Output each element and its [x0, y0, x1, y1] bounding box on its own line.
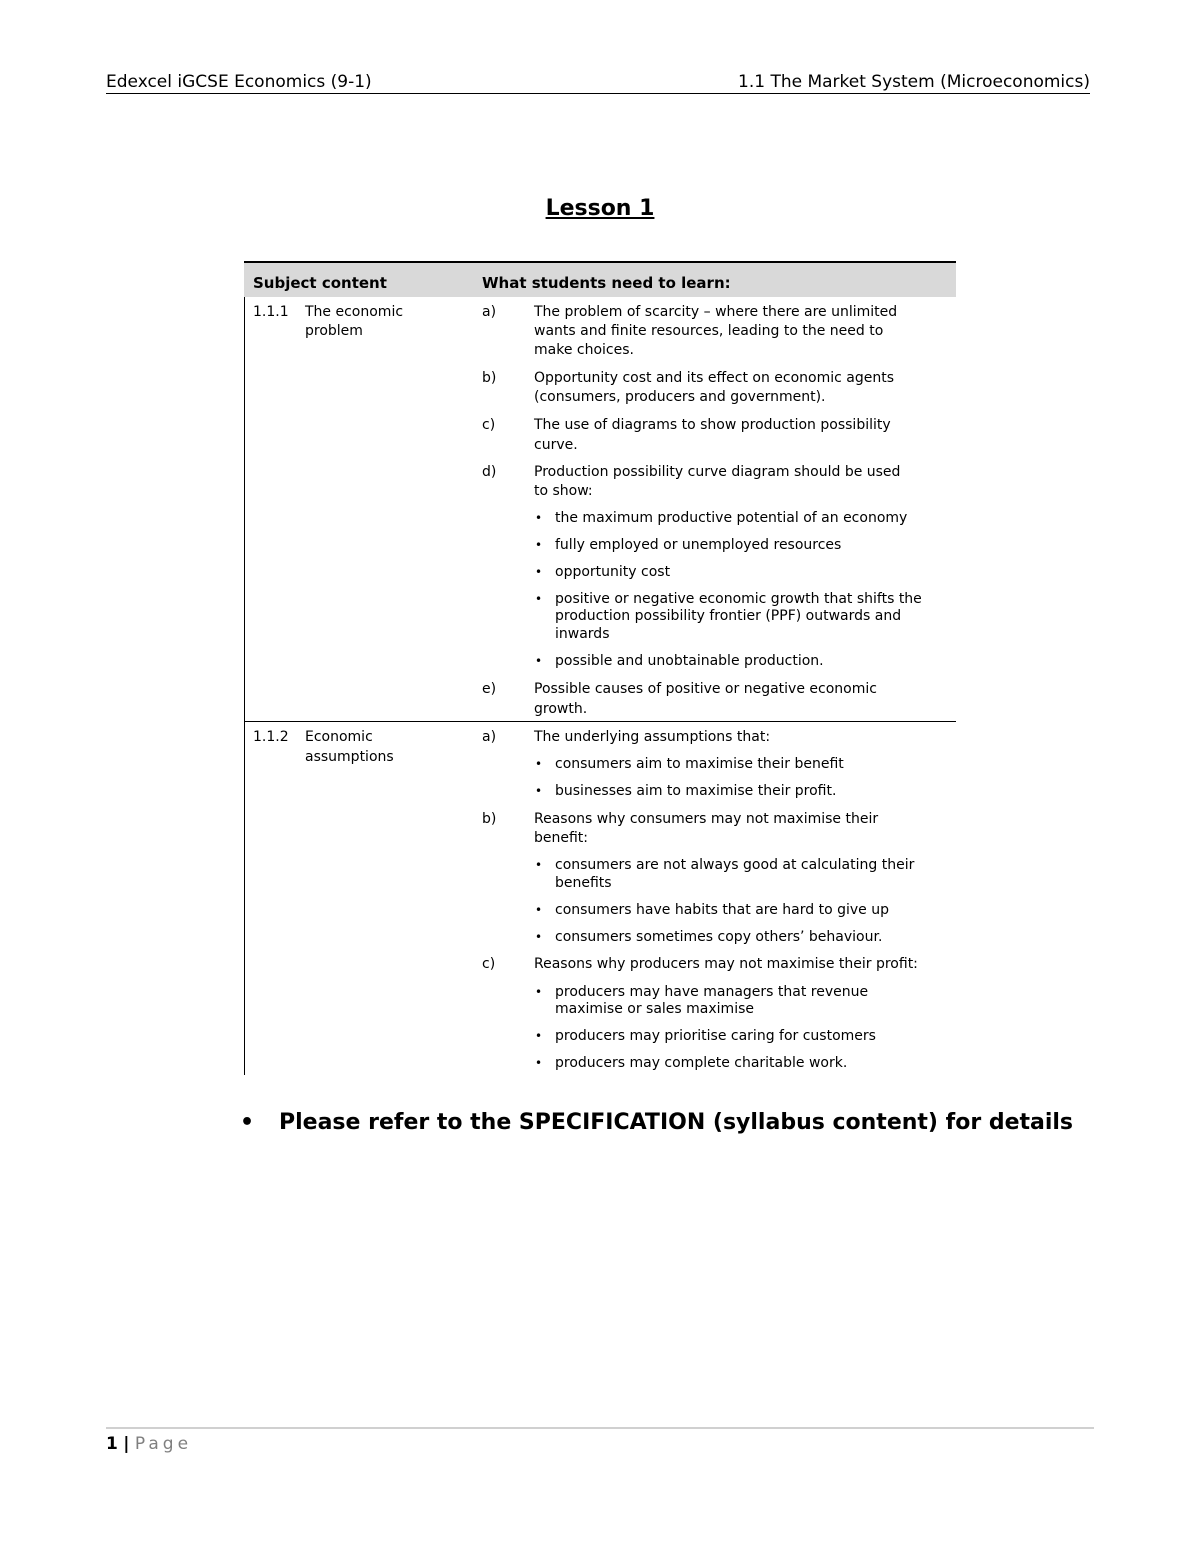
bullet-text-line: maximise or sales maximise [555, 1001, 754, 1017]
specification-table [244, 261, 956, 1075]
item-text-line: Reasons why producers may not maximise their profit: [534, 956, 918, 972]
bullet-text-line: fully employed or unemployed resources [555, 537, 842, 553]
column-header-subject-content: Subject content [253, 274, 387, 292]
item-text-line: Reasons why consumers may not maximise their [534, 811, 879, 827]
bullet-dot: • [535, 930, 543, 944]
bullet-dot: • [535, 784, 543, 798]
note-bullet: • [240, 1110, 255, 1135]
header-topic-title: 1.1 The Market System (Microeconomics) [738, 72, 1090, 92]
item-text-line: The use of diagrams to show production possibility [534, 417, 891, 433]
bullet-dot: • [535, 858, 543, 872]
item-text-line: Possible causes of positive or negative economic [534, 681, 877, 697]
item-letter: b) [482, 811, 497, 827]
bullet-dot: • [535, 592, 543, 606]
item-text-line: wants and finite resources, leading to the need to [534, 323, 884, 339]
item-letter: c) [482, 956, 496, 972]
item-letter: a) [482, 729, 497, 745]
bullet-text-line: consumers are not always good at calculating their [555, 857, 915, 873]
section-title-line: The economic [305, 304, 404, 320]
bullet-text-line: production possibility frontier (PPF) outwards and [555, 608, 902, 624]
table-left-border [244, 297, 245, 1075]
bullet-text-line: producers may prioritise caring for customers [555, 1028, 876, 1044]
item-text-line: make choices. [534, 342, 634, 358]
section-title-line: problem [305, 323, 363, 339]
item-text-line: benefit: [534, 830, 589, 846]
lesson-title: Lesson 1 [545, 196, 655, 221]
section-title-line: Economic [305, 729, 373, 745]
bullet-text-line: opportunity cost [555, 564, 671, 580]
bullet-text-line: positive or negative economic growth that shifts the [555, 591, 922, 607]
bullet-dot: • [535, 565, 543, 579]
item-text-line: The underlying assumptions that: [534, 729, 771, 745]
item-letter: d) [482, 464, 497, 480]
item-letter: a) [482, 304, 497, 320]
item-text-line: growth. [534, 701, 588, 717]
bullet-text-line: possible and unobtainable production. [555, 653, 824, 669]
item-letter: e) [482, 681, 497, 697]
section-number: 1.1.2 [253, 729, 289, 745]
bullet-text-line: consumers aim to maximise their benefit [555, 756, 844, 772]
bullet-dot: • [535, 538, 543, 552]
item-letter: b) [482, 370, 497, 386]
item-text-line: to show: [534, 483, 593, 499]
bullet-dot: • [535, 654, 543, 668]
bullet-dot: • [535, 511, 543, 525]
page-header [106, 72, 1090, 94]
bullet-dot: • [535, 985, 543, 999]
bullet-dot: • [535, 1056, 543, 1070]
note-text: Please refer to the SPECIFICATION (syllabus content) for details [279, 1110, 1074, 1135]
item-text-line: The problem of scarcity – where there are unlimited [534, 304, 898, 320]
bullet-text-line: the maximum productive potential of an economy [555, 510, 908, 526]
bullet-text-line: businesses aim to maximise their profit. [555, 783, 837, 799]
column-header-what-students-learn: What students need to learn: [482, 274, 731, 292]
item-text-line: curve. [534, 437, 578, 453]
bullet-text-line: producers may have managers that revenue [555, 984, 869, 1000]
footer-separator: | [123, 1434, 130, 1454]
item-text-line: Opportunity cost and its effect on economic agents [534, 370, 894, 386]
page-footer [106, 1434, 192, 1454]
header-course-title: Edexcel iGCSE Economics (9-1) [106, 72, 372, 92]
page-label: Page [134, 1434, 193, 1454]
bullet-text-line: producers may complete charitable work. [555, 1055, 848, 1071]
section-divider [244, 721, 956, 722]
footer-divider [106, 1427, 1094, 1429]
bullet-text-line: consumers have habits that are hard to give up [555, 902, 889, 918]
table-header-row [244, 261, 956, 297]
item-text-line: Production possibility curve diagram should be used [534, 464, 901, 480]
page-number: 1 [106, 1434, 118, 1454]
section-number: 1.1.1 [253, 304, 289, 320]
bullet-text-line: benefits [555, 875, 612, 891]
bullet-dot: • [535, 903, 543, 917]
bullet-dot: • [535, 1029, 543, 1043]
section-title-line: assumptions [305, 749, 394, 765]
bullet-text-line: inwards [555, 626, 610, 642]
item-text-line: (consumers, producers and government). [534, 389, 826, 405]
bullet-text-line: consumers sometimes copy others’ behaviour. [555, 929, 883, 945]
bullet-dot: • [535, 757, 543, 771]
item-letter: c) [482, 417, 496, 433]
